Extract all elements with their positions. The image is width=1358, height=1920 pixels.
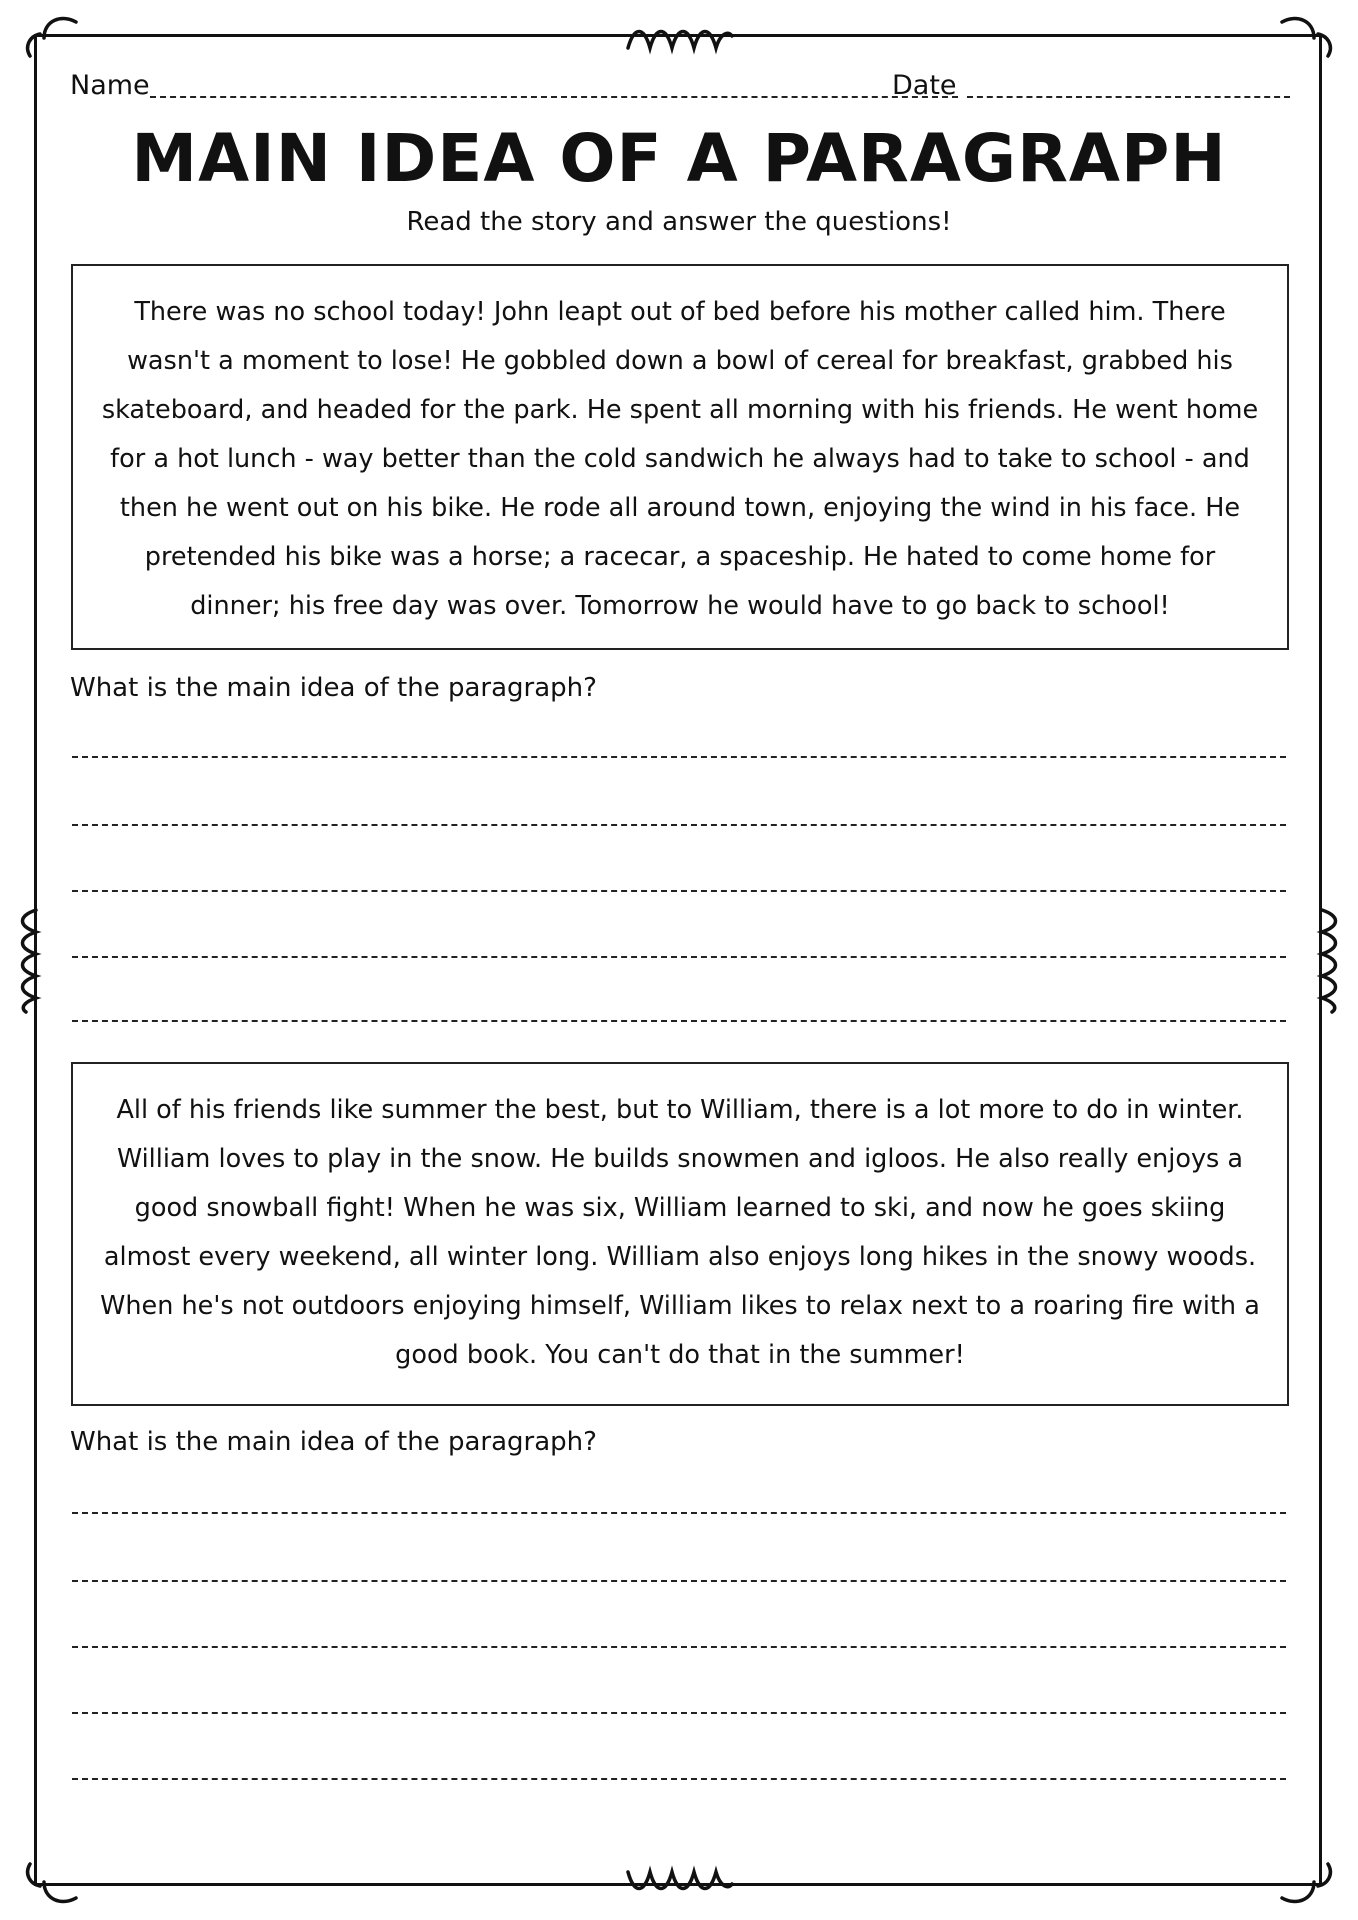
answer-line-1-1[interactable] [72,756,1286,758]
answer-line-1-3[interactable] [72,890,1286,892]
page-title: MAIN IDEA OF A PARAGRAPH [131,120,1227,197]
answer-line-1-4[interactable] [72,956,1286,958]
squiggle-bottom [628,1872,732,1889]
corner-curl-top-right [1282,19,1330,56]
story-text-1: There was no school today! John leapt out of bed before his mother called him. There wasn't a moment to lose! He gobbled down a bowl of cereal for breakfast, grabbed his skateboard, and headed for the park. He spent all morning with his friends. He went home for a hot lunch - way better than the cold sandwich he always had to take to school - and then he went out on his bike. He rode all around town, enjoying the wind in his face. He pretended his bike was a horse; a racecar, a spaceship. He hated to come home for dinner; his free day was over. Tomorrow he would have to go back to school! [101,297,1259,621]
corner-curl-bottom-left [28,1864,76,1901]
question-1: What is the main idea of the paragraph? [70,673,597,703]
story-box-1 [71,264,1289,650]
name-label: Name [70,70,150,101]
name-date-row [70,66,1290,106]
answer-line-2-5[interactable] [72,1778,1286,1780]
corner-curl-bottom-right [1282,1864,1330,1901]
story-box-2 [71,1062,1289,1406]
page-subtitle: Read the story and answer the questions! [406,207,952,237]
date-label: Date [892,70,957,101]
corner-curl-top-left [28,19,76,56]
date-field[interactable] [967,96,1290,98]
name-field[interactable] [150,96,958,98]
answer-line-1-5[interactable] [72,1020,1286,1022]
squiggle-left [23,910,37,1012]
story-text-2: All of his friends like summer the best, but to William, there is a lot more to do in winter. William loves to play in the snow. He builds snowmen and igloos. He also really enjoys a good snowball fight! When he was six, William learned to ski, and now he goes skiing almost every weekend, all winter long. William also enjoys long hikes in the snowy woods. When he's not outdoors enjoying himself, William likes to relax next to a roaring fire with a good book. You can't do that in the summer! [100,1095,1260,1370]
question-2: What is the main idea of the paragraph? [70,1427,597,1457]
answer-line-2-2[interactable] [72,1580,1286,1582]
answer-line-1-2[interactable] [72,824,1286,826]
answer-line-2-3[interactable] [72,1646,1286,1648]
squiggle-top [628,32,732,49]
squiggle-right [1322,910,1336,1012]
answer-line-2-1[interactable] [72,1512,1286,1514]
answer-line-2-4[interactable] [72,1712,1286,1714]
